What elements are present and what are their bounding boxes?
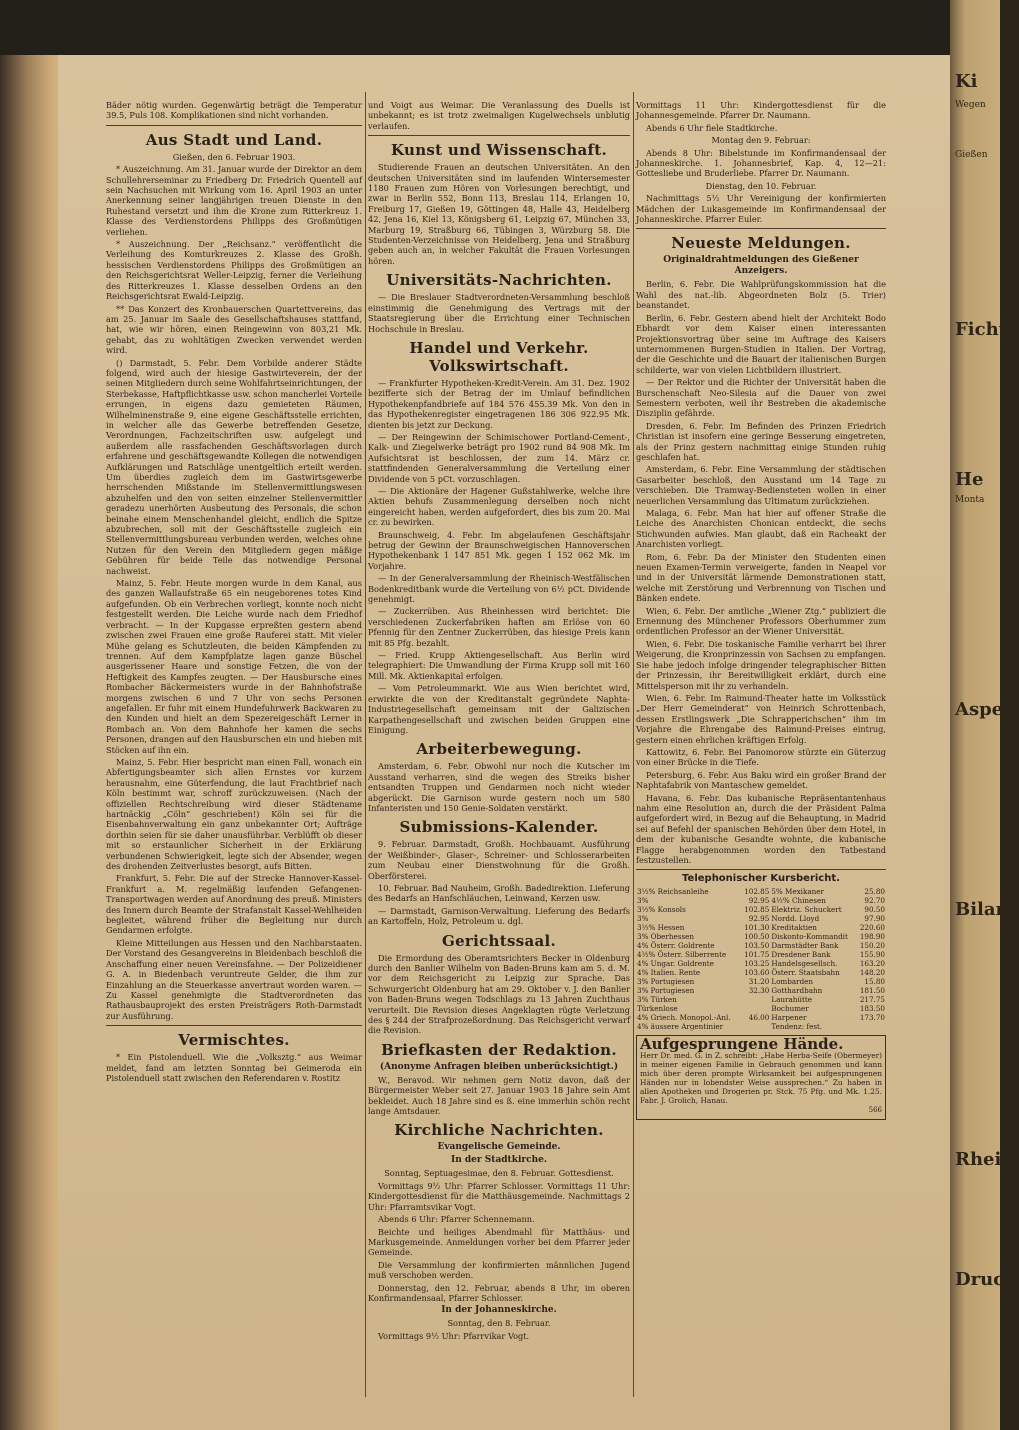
stock-row xyxy=(636,887,886,896)
stock-name: 3½% Reichsanleihe xyxy=(637,886,709,896)
stock-row xyxy=(636,896,886,905)
adjacent-page-fragment: Ficht xyxy=(955,319,1007,340)
stock-price xyxy=(741,1004,771,1013)
paragraph: W., Beravod. Wir nehmen gern Notiz davon, daß der Bürgermeister Weber seit 27. Januar 1903 18 Jahre sein Amt bekleidet. Auch 18 Jahre sind es ß. eine immerhin schön recht lange Amtsdauer. xyxy=(368,1074,630,1117)
dateline: Gießen, den 6. Februar 1903. xyxy=(172,151,296,162)
stock-price: 148.20 xyxy=(859,967,885,977)
paragraph: Abends 8 Uhr: Bibelstunde im Konfirmandensaal der Johanneskirche. 1. Johannesbrief, Kap. 4, 12—21: Gottesliebe und Bruderliebe. Pfarrer Dr. Naumann. xyxy=(636,147,886,179)
paragraph: Die Ermordung des Oberamtsrichters Becker in Oldenburg durch den Banlier Wilhelm von Baden-Bruns kam am 5. d. M. vor dem Reichsgericht zu Leipzig zur Sprache. Das Schwurgericht Oldenburg hat am 29. Oktober v. J. den Banlier von Baden-Bruns wegen Todschlags zu 13 Jahren Zuchthaus verurteilt. Die Revision dieses Angeklagten rügte Verletzung des § 244 der Strafprozeßordnung. Das Reichsgericht verwarf die Revision. xyxy=(368,952,630,1036)
stock-name: Handelsgesellsch. xyxy=(771,958,838,968)
stock-name: 4% äussere Argentinier xyxy=(637,1021,724,1031)
stock-price: 150.20 xyxy=(859,940,885,950)
stock-price: 101.30 xyxy=(744,922,770,932)
stock-price: 220.60 xyxy=(859,922,885,932)
paragraph: Vormittags 9½ Uhr: Pfarrer Schlosser. Vormittags 11 Uhr: Kindergottesdienst für die Matthäusgemeinde. Nachmittags 2 Uhr: Pfarramtsvikar Vogt. xyxy=(368,1180,630,1212)
stock-price: 102.85 xyxy=(744,904,770,914)
stock-price: 90.50 xyxy=(864,904,885,914)
stock-price: 198.90 xyxy=(859,931,885,941)
stock-name: 3% Portugiesen xyxy=(637,976,695,986)
subheading: Originaldrahtmeldungen des Gießener Anzeigers. xyxy=(663,255,859,277)
paragraph: Petersburg, 6. Febr. Aus Baku wird ein großer Brand der Naphtafabrik von Mantaschew gemeldet. xyxy=(636,769,886,791)
stock-price: 92.95 xyxy=(748,913,770,923)
stock-price: 100.50 xyxy=(744,931,770,941)
paragraph: und Voigt aus Weimar. Die Veranlassung des Duells ist unbekannt; es ist trotz zweimaligen Kugelwechsels unblutig verlaufen. xyxy=(368,100,630,131)
stock-row xyxy=(636,995,886,1004)
paragraph: Studierende Frauen an deutschen Universitäten. An den deutschen Universitäten sind im laufenden Wintersemester 1180 Frauen zum Hören von Vorlesungen berechtigt, und zwar in Berlin 552, Bonn 113, Breslau 114, Erlangen 10, Freiburg 17, Gießen 19, Göttingen 48, Halle 43, Heidelberg 42, Jena 16, Kiel 13, Königsberg 61, Leipzig 67, München 33, Marburg 19, Straßburg 66, Tübingen 3, Würzburg 58. Die Studenten-Verzeichnisse von Heidelberg, Jena und Straßburg geben auch an, in welcher Fakultät die Frauen Vorlesungen hören. xyxy=(368,162,630,266)
section-heading: Gerichtssaal. xyxy=(441,931,557,950)
stock-name: 4% Ungar. Goldrente xyxy=(637,958,714,968)
stock-price: 32.30 xyxy=(748,985,770,995)
subheading: In der Johanneskirche. xyxy=(441,1305,557,1316)
paragraph: Abends 6 Uhr: Pfarrer Schennemann. xyxy=(378,1214,535,1225)
divider xyxy=(106,1025,362,1026)
paragraph: — Die Aktionäre der Hagener Gußstahlwerke, welche ihre Aktien behufs Zusammenlegung derselben noch nicht eingereicht haben, werden aufgefordert, dies bis zum 20. Mai cr. zu bewirken. xyxy=(368,485,630,528)
section-heading: Kirchliche Nachrichten. xyxy=(394,1121,604,1140)
paragraph: Abends 6 Uhr fiele Stadtkirche. xyxy=(646,122,778,133)
stock-price xyxy=(741,995,771,1004)
stock-price: 102.85 xyxy=(744,886,770,896)
stock-name: 3½% Hessen xyxy=(637,922,685,932)
paragraph: Vormittags 11 Uhr: Kindergottesdienst für die Johannesgemeinde. Pfarrer Dr. Naumann. xyxy=(636,100,886,121)
paragraph: Amsterdam, 6. Febr. Obwohl nur noch die Kutscher im Ausstand verharren, sind die wegen des Streiks bisher entsandten Truppen und Gendarmen noch nicht wieder abgerückt. Die Garnison wurde gestern noch um 580 Infanteristen und 150 Genie-Soldaten verstärkt. xyxy=(368,761,630,813)
section-heading: Aus Stadt und Land. xyxy=(145,130,323,149)
section-heading: Neueste Meldungen. xyxy=(671,234,851,253)
stock-row xyxy=(636,1022,886,1031)
paragraph: Donnerstag, den 12. Februar, abends 8 Uhr, im oberen Konfirmandensaal, Pfarrer Schlosser. xyxy=(368,1282,630,1303)
paragraph: Beichte und heiliges Abendmahl für Matthäus- und Markusgemeinde. Anmeldungen vorher bei dem Pfarrer jeder Gemeinde. xyxy=(368,1226,630,1258)
stock-price: 103.25 xyxy=(744,958,770,968)
subheading: In der Stadtkirche. xyxy=(451,1155,547,1166)
paragraph: Rom, 6. Febr. Da der Minister den Studenten einen neuen Examen-Termin verweigerte, fanden in Neapel vor und in der Universität lärmende Demonstrationen statt, welche mit Zerstörung und Verbrennung von Tischen und Bänken endete. xyxy=(636,551,886,604)
divider xyxy=(636,869,886,870)
stock-row xyxy=(636,941,886,950)
stock-name: Türkenlose xyxy=(637,1003,678,1013)
paragraph: 10. Februar. Bad Nauheim, Großh. Badedirektion. Lieferung des Bedarfs an Hanfschläuchen, Leinwand, Kerzen usw. xyxy=(368,882,630,904)
divider xyxy=(368,135,630,136)
paragraph: Dienstag, den 10. Februar. xyxy=(705,180,817,191)
stock-row xyxy=(636,923,886,932)
paragraph: — Vom Petroleummarkt. Wie aus Wien berichtet wird, erwirkte die von der Kreditanstalt gegründete Naphta-Industriegesellschaft gemeinsam mit der Galizischen Karpathengesellschaft und zwischen beiden Gruppen eine Einigung. xyxy=(368,683,630,735)
stock-name: 4% Italien. Rente xyxy=(637,967,701,977)
stock-price: 92.70 xyxy=(864,895,885,905)
section-heading: Universitäts-Nachrichten. xyxy=(386,271,612,290)
paragraph: Wien, 6. Febr. Die toskanische Familie verharrt bei ihrer Weigerung, die Kronprinzessin von Sachsen zu empfangen. Sie habe jedoch infolge dringender telegraphischer Bitten der Prinzessin, ihr Bereitwilligkeit erklärt, durch eine Mittelsperson mit ihr zu verhandeln. xyxy=(636,638,886,691)
stock-price xyxy=(856,1022,886,1031)
section-heading: Arbeiterbewegung. xyxy=(416,740,582,759)
paragraph: Kleine Mitteilungen aus Hessen und den Nachbarstaaten. Der Vorstand des Gesangvereins in Bleidenbach beschloß die Anschaffung einer neuen Vereinsfahne. — Der Polizeidiener G. A. in Biedenbach veruntreute Gelder, die ihm zur Einzahlung an die Steuerkasse anvertraut worden waren. — Zu Kassel genehmigte die Stadtverordneten das Rathausbauprojekt des ersten Preisträgers Roth-Darmstadt zur Ausführung. xyxy=(106,937,362,1021)
stock-name: Lombarden xyxy=(771,976,814,986)
stock-name: Elektriz. Schuckert xyxy=(771,904,842,914)
paragraph: — Darmstadt, Garnison-Verwaltung. Lieferung des Bedarfs an Kartoffeln, Holz, Petroleum u. dgl. xyxy=(368,905,630,927)
stock-report-title: Telephonischer Kursbericht. xyxy=(682,873,840,885)
adjacent-page-fragment: Monta xyxy=(955,495,985,505)
paragraph: — Die Breslauer Stadtverordneten-Versammlung beschloß einstimmig die Genehmigung des Vertrags mit der Staatsregierung über die Errichtung einer Technischen Hochschule in Breslau. xyxy=(368,292,630,334)
adjacent-page-fragment: Ki xyxy=(955,71,978,92)
stock-name: Nordd. Lloyd xyxy=(771,913,820,923)
stock-row xyxy=(636,932,886,941)
divider xyxy=(636,228,886,229)
book-binding-edge xyxy=(0,55,60,1430)
paragraph: Havana, 6. Febr. Das kubanische Repräsentantenhaus nahm eine Resolution an, durch die der Präsident Palma aufgefordert wird, in Bezug auf die Behauptung, in Madrid sei auf Befehl der spanischen Behörden über dem Hotel, in dem der kubanische Gesandte wohnte, die kubanische Flagge herabgenommen worden den Tatbestand festzustellen. xyxy=(636,792,886,865)
stock-name: 4% Griech. Monopol.-Anl. xyxy=(637,1012,731,1022)
ad-text: Herr Dr. med. G. in Z. schreibt: „Habe Herba-Seife (Obermeyer) in meiner eigenen Familie in Gebrauch genommen und kann mich über deren prompte Wirksamkeit bei aufgesprungenen Händen nur in lobendster Weise aussprechen.“ Zu haben in allen Apotheken und Drogerien pr. Stck. 75 Pfg. und Mk. 1.25. Fabr. J. Grolich, Hanau. xyxy=(640,1051,882,1106)
paragraph: Bäder nötig wurden. Gegenwärtig beträgt die Temperatur 39.5, Puls 108. Komplikationen sind nicht vorhanden. xyxy=(106,100,362,121)
section-heading: Briefkasten der Redaktion. xyxy=(381,1040,617,1059)
stock-name: Diskonto-Kommandit xyxy=(771,931,848,941)
paragraph: Frankfurt, 5. Febr. Die auf der Strecke Hannover-Kassel-Frankfurt a. M. regelmäßig laufenden Gefangenen-Transportwagen werden auf Anordnung des preuß. Ministers des Innern durch Beamte der Strafanstalt Kassel-Wehlheiden begleitet, während früher die Begleitung nur durch Gendarmen erfolgte. xyxy=(106,873,362,936)
stock-row xyxy=(636,959,886,968)
stock-price: 163.20 xyxy=(859,958,885,968)
stock-price: 217.75 xyxy=(859,994,885,1004)
paragraph: * Auszeichnung. Der „Reichsanz.“ veröffentlicht die Verleihung des Komturkreuzes 2. Klasse des Großh. hessischen Verdienstordens Philipps des Großmütigen an den Reichsgerichtsrat Weller-Leipzig, ferner die Verleihung des Ritterkreuzes 1. Klasse desselben Ordens an den Reichsgerichtsrat Ewald-Leipzig. xyxy=(106,239,362,302)
ad-title: Aufgesprungene Hände. xyxy=(640,1034,844,1053)
stock-price: 31.20 xyxy=(748,976,770,986)
stock-name: Kreditaktien xyxy=(771,922,817,932)
paragraph: Amsterdam, 6. Febr. Eine Versammlung der städtischen Gasarbeiter beschloß, den Ausstand um 14 Tage zu verschieben. Die Tramway-Bediensteten wollen in einer neuerlichen Versammlung das Ultimatum zurückziehen. xyxy=(636,464,886,506)
column-3 xyxy=(636,100,886,1400)
paragraph: Sonntag, den 8. Februar. xyxy=(447,1318,551,1329)
stock-price: 97.90 xyxy=(864,913,885,923)
paragraph: Wien, 6. Febr. Im Raimund-Theater hatte im Volksstück „Der Herr Gemeinderat“ von Heinrich Schrottenbach, dessen Erstlingswerk „Die Schrapperichschen“ ihm im Vorjahre die Ehrengabe des Raimund-Preises eintrug, gestern einen ehrlichen kräftigen Erfolg. xyxy=(636,692,886,745)
paragraph: Malaga, 6. Febr. Man hat hier auf offener Straße die Leiche des Anarchisten Chonican entdeckt, die sechs Stichwunden aufwies. Man glaubt, daß ein Racheakt der Anarchisten vorliegt. xyxy=(636,508,886,550)
paragraph: Sonntag, Septuagesimae, den 8. Februar. Gottesdienst. xyxy=(384,1168,614,1179)
stock-price: 46.00 xyxy=(748,1012,770,1022)
paragraph: Kattowitz, 6. Febr. Bei Panomorow stürzte ein Güterzug von einer Brücke in die Tiefe. xyxy=(636,746,886,768)
paragraph: 9. Februar. Darmstadt, Großh. Hochbauamt. Ausführung der Weißbinder-, Glaser-, Schreiner- und Schlosserarbeiten zum Neubau einer Dienstwohnung für die Großh. Oberförsterei. xyxy=(368,839,630,881)
stock-name: 5% Mexikaner xyxy=(771,886,824,896)
stock-price xyxy=(741,1022,771,1031)
stock-name: Tendenz: fest. xyxy=(771,1021,823,1031)
stock-row xyxy=(636,905,886,914)
stock-name: 3½% Konsols xyxy=(637,904,686,914)
column-rule xyxy=(365,92,366,1397)
stock-name: 3% Portugiesen xyxy=(637,985,695,995)
paragraph: — Fried. Krupp Aktiengesellschaft. Aus Berlin wird telegraphiert: Die Umwandlung der Firma Krupp soll mit 160 Mill. Mk. Aktienkapital erfolgen. xyxy=(368,650,630,681)
stock-name: 3% xyxy=(637,913,649,923)
paragraph: Vormittags 9½ Uhr: Pfarrvikar Vogt. xyxy=(378,1330,530,1341)
paragraph: Berlin, 6. Febr. Die Wahlprüfungskommission hat die Wahl des nat.-lib. Abgeordneten Bolz (5. Trier) beanstandet. xyxy=(636,279,886,311)
stock-name: 4½% Chinesen xyxy=(771,895,826,905)
paragraph: — Zuckerrüben. Aus Rheinhessen wird berichtet: Die verschiedenen Zuckerfabriken haften am Erlöse von 60 Pfennig für den Zentner Zuckerrüben, das hiesige Preis kann mit 85 Pfg. bezahlt. xyxy=(368,606,630,648)
stock-row xyxy=(636,914,886,923)
advertisement xyxy=(636,1035,886,1120)
adjacent-page-fragment: Rhein xyxy=(955,1149,1015,1170)
stock-row xyxy=(636,1004,886,1013)
stock-price: 15.80 xyxy=(864,976,885,986)
divider xyxy=(106,125,362,126)
stock-price: 103.50 xyxy=(744,940,770,950)
adjacent-page-fragment: He xyxy=(955,469,984,490)
section-heading: Vermischtes. xyxy=(178,1031,290,1050)
section-heading: Kunst und Wissenschaft. xyxy=(391,141,607,160)
paragraph: Braunschweig, 4. Febr. Im abgelaufenen Geschäftsjahr betrug der Gewinn der Braunschweigischen Hannoverschen Hypothekenbank 1 147 851 Mk. gegen 1 152 062 Mk. im Vorjahre. xyxy=(368,529,630,571)
stock-price: 173.70 xyxy=(859,1012,885,1022)
column-rule xyxy=(633,92,634,1397)
stock-price: 183.50 xyxy=(859,1003,885,1013)
stock-row xyxy=(636,986,886,995)
subheading: (Anonyme Anfragen bleiben unberücksichtigt.) xyxy=(379,1061,619,1072)
adjacent-page-fragment: Aspen xyxy=(955,699,1017,720)
stock-name: Laurahütte xyxy=(771,994,813,1004)
stock-price: 92.95 xyxy=(748,895,770,905)
subheading: Evangelische Gemeinde. xyxy=(437,1142,561,1153)
stock-price: 25.80 xyxy=(864,886,885,896)
stock-report-table xyxy=(636,887,886,1031)
stock-name: 4% Österr. Goldrente xyxy=(637,940,715,950)
paragraph: Nachmittags 5½ Uhr Vereinigung der konfirmierten Mädchen der Lukasgemeinde im Konfirmandensaal der Johanneskirche. Pfarrer Euler. xyxy=(636,193,886,225)
adjacent-page-fragment: Gießen xyxy=(955,150,988,160)
paragraph: Die Versammlung der konfirmierten männlichen Jugend muß verschoben werden. xyxy=(368,1259,630,1281)
stock-price: 103.60 xyxy=(744,967,770,977)
paragraph: Wien, 6. Febr. Der amtliche „Wiener Ztg.“ publiziert die Ernennung des Münchener Professors Oberhummer zum ordentlichen Professor an der Wiener Universität. xyxy=(636,605,886,637)
stock-row xyxy=(636,950,886,959)
stock-price: 101.75 xyxy=(744,949,770,959)
stock-name: Harpener xyxy=(771,1012,807,1022)
stock-row xyxy=(636,1013,886,1022)
stock-name: Gotthardbahn xyxy=(771,985,823,995)
stock-name: Dresdener Bank xyxy=(771,949,831,959)
paragraph: Mainz, 5. Febr. Heute morgen wurde in dem Kanal, aus des ganzen Wallaufstraße 65 ein neugeborenes totes Kind aufgefunden. Ob ein Verbrechen vorliegt, konnte noch nicht festgestellt werden. Die Leiche wurde nach dem Friedhof verbracht. — In der Kupgasse erpreßten gestern abend zwischen zwei Frauen eine große Rauferei statt. Mit vieler Mühe gelang es Schutzleuten, die beiden Kämpfenden zu trennen. Auf dem Kampfplatze lagen ganze Büschel ausgerissener Haare und sonstige Fetzen, die von der Heftigkeit des Kampfes zeugten. — Der Hausbursche eines Rombacher Bäckermeisters wurde in der Bahnhofstraße morgens zwischen 6 und 7 Uhr von sechs Personen angefallen. Er fuhr mit einem Hundefuhrwerk Backwaren zu den Kunden und hielt an dem Spezereigeschäft Lerner in Rombach an. Von dem Bahnhofe her kamen die sechs Personen, drangen auf den Hausburschen ein und hieben mit Stöcken auf ihn ein. xyxy=(106,578,362,755)
stock-row xyxy=(636,968,886,977)
stock-name: 3% Türken xyxy=(637,994,677,1004)
stock-name: 3% Oberhessen xyxy=(637,931,695,941)
stock-name: Bochumer xyxy=(771,1003,809,1013)
stock-name: Österr. Staatsbahn xyxy=(771,967,840,977)
stock-name: 3% xyxy=(637,895,649,905)
stock-price: 181.50 xyxy=(859,985,885,995)
stock-name: 4½% Österr. Silberrente xyxy=(637,949,727,959)
stock-price: 155.90 xyxy=(859,949,885,959)
paragraph: ** Das Konzert des Kronbauerschen Quartettvereins, das am 25. Januar im Saale des Gesellschaftshauses stattfand, hat, wie wir hören, einen Reingewinn von 803,21 Mk. gehabt, das zu wohltätigen Zwecken verwendet werden wird. xyxy=(106,303,362,356)
paragraph: — Der Reingewinn der Schimischower Portland-Cement-, Kalk- und Ziegelwerke beträgt pro 1902 rund 84 908 Mk. Im Aufsichtsrat ist beschlossen, der zum 14. März cr. stattfindenden Generalversammlung die Verteilung einer Dividende von 5 pCt. vorzuschlagen. xyxy=(368,431,630,484)
paragraph: Montag den 9. Februar: xyxy=(711,135,811,146)
paragraph: — Frankfurter Hypotheken-Kredit-Verein. Am 31. Dez. 1902 bezifferte sich der Betrag der im Umlauf befindlichen Hypothekenpfandbriefe auf 184 576 455.39 Mk. Von den in das Hypothekenregister eingetragenen 186 306 922.95 Mk. dienten bis jetzt zur Deckung. xyxy=(368,377,630,430)
column-1 xyxy=(106,100,362,1400)
paragraph: * Auszeichnung. Am 31. Januar wurde der Direktor an dem Schullehrerseminar zu Friedberg Dr. Friedrich Quentell auf sein Nachsuchen mit Wirkung vom 16. April 1903 an unter Anerkennung seiner langjährigen treuen Dienste in den Ruhestand versetzt und ihm die Krone zum Ritterkreuz 1. Klasse des Verdienstordens Philipps des Großmütigen verliehen. xyxy=(106,164,362,237)
stock-name: Darmstädter Bank xyxy=(771,940,839,950)
column-2 xyxy=(368,100,630,1400)
adjacent-page-fragment: Bilanz xyxy=(955,899,1019,920)
ad-number: 566 xyxy=(868,1106,882,1115)
paragraph: () Darmstadt, 5. Febr. Dem Vorbilde anderer Städte folgend, wird auch der hiesige Gastwirteverein, der der seinen Mitgliedern durch seine Wohlfahrtseinrichtungen, der Sterbekasse, Haftpflichtkasse usw. schon mancherlei Vorteile errungen, in eigens dazu gemieteten Räumen, Wilhelminenstraße 9, eine eigene Geschäftsstelle errichten, in welcher alle das Gewerbe betreffenden Gesetze, Verordnungen, Fachzeitschriften usw. aufgelegt und außerdem alle rassfachenden Geschäftsvorlagen durch erfahrene und geschäftsgewandte Kollegen die notwendigen Aufklärungen und Ratschläge unentgeltlich erteilt werden. Um überdies zugleich dem im Gastwirtsgewerbe herrschenden Mißstande im Stellenvermittlungswesen abzuhelfen und den von seiten einzelner Stellenvermittler geradezu unerhörten Ausbeutung des Personals, die schon beinahe einem Menschenhandel gleicht, endlich die Spitze abzubrechen, soll mit der Geschäftsstelle zugleich ein Stellenvermittlungsbureau verbunden werden, welches ohne Nutzen für den Verein den Mitgliedern gegen mäßige Gebühren für beide Teile das notwendige Personal nachweist. xyxy=(106,357,362,576)
stock-row xyxy=(636,977,886,986)
paragraph: * Ein Pistolenduell. Wie die „Volksztg.“ aus Weimar meldet, fand am letzten Sonntag bei Geimeroda ein Pistolenduell statt zwischen den Referendaren v. Rostitz xyxy=(106,1052,362,1083)
paragraph: Mainz, 5. Febr. Hier bespricht man einen Fall, wonach ein Abfertigungsbeamter sich allen Ernstes vor kurzem herausnahm, eine Güterfendung, die laut Frachtbrief nach Köln bestimmt war, schroff zurückzuweisen. (Nach der offiziellen Rechtschreibung wird dieser Städtename hartnäckig „Cöln“ geschrieben!) Köln sei für die Eisenbahnverwaltung ein ganz unbekannter Ort; Aufträge dorthin seien für sie daher unausführbar. Verblüfft ob dieser mit so erstaunlicher Sicherheit in der Erklärung verbundenen Schwierigkeit, legte sich der Absender, wegen des drohenden Zeitverlustes besorgt, aufs Bitten. xyxy=(106,756,362,872)
section-heading: Handel und Verkehr. Volkswirtschaft. xyxy=(409,338,589,375)
paragraph: — Der Rektor und die Richter der Universität haben die Burschenschaft Neo-Silesia auf die Dauer von zwei Semestern verboten, weil ihr Bestreben die akademische Disziplin gefährde. xyxy=(636,377,886,419)
adjacent-page-fragment: Wegen xyxy=(955,100,986,110)
paragraph: Dresden, 6. Febr. Im Befinden des Prinzen Friedrich Christian ist insofern eine geringe Besserung eingetreten, als der Prinz gestern nachmittag einige Stunden ruhig geschlafen hat. xyxy=(636,420,886,462)
paragraph: — In der Generalversammlung der Rheinisch-Westfälischen Bodenkreditbank wurde die Verteilung von 6½ pCt. Dividende genehmigt. xyxy=(368,573,630,605)
section-heading: Submissions-Kalender. xyxy=(399,818,599,837)
adjacent-page-fragment: Druck xyxy=(955,1269,1017,1290)
paragraph: Berlin, 6. Febr. Gestern abend hielt der Architekt Bodo Ebhardt vor dem Kaiser einen interessanten Projektionsvortrag über seine im Auftrage des Kaisers unternommenen Burgen-Studien in Italien. Der Vortrag, der die Geschichte und die Bauart der italienischen Burgen schilderte, war von vielen Lichtbildern illustriert. xyxy=(636,312,886,375)
